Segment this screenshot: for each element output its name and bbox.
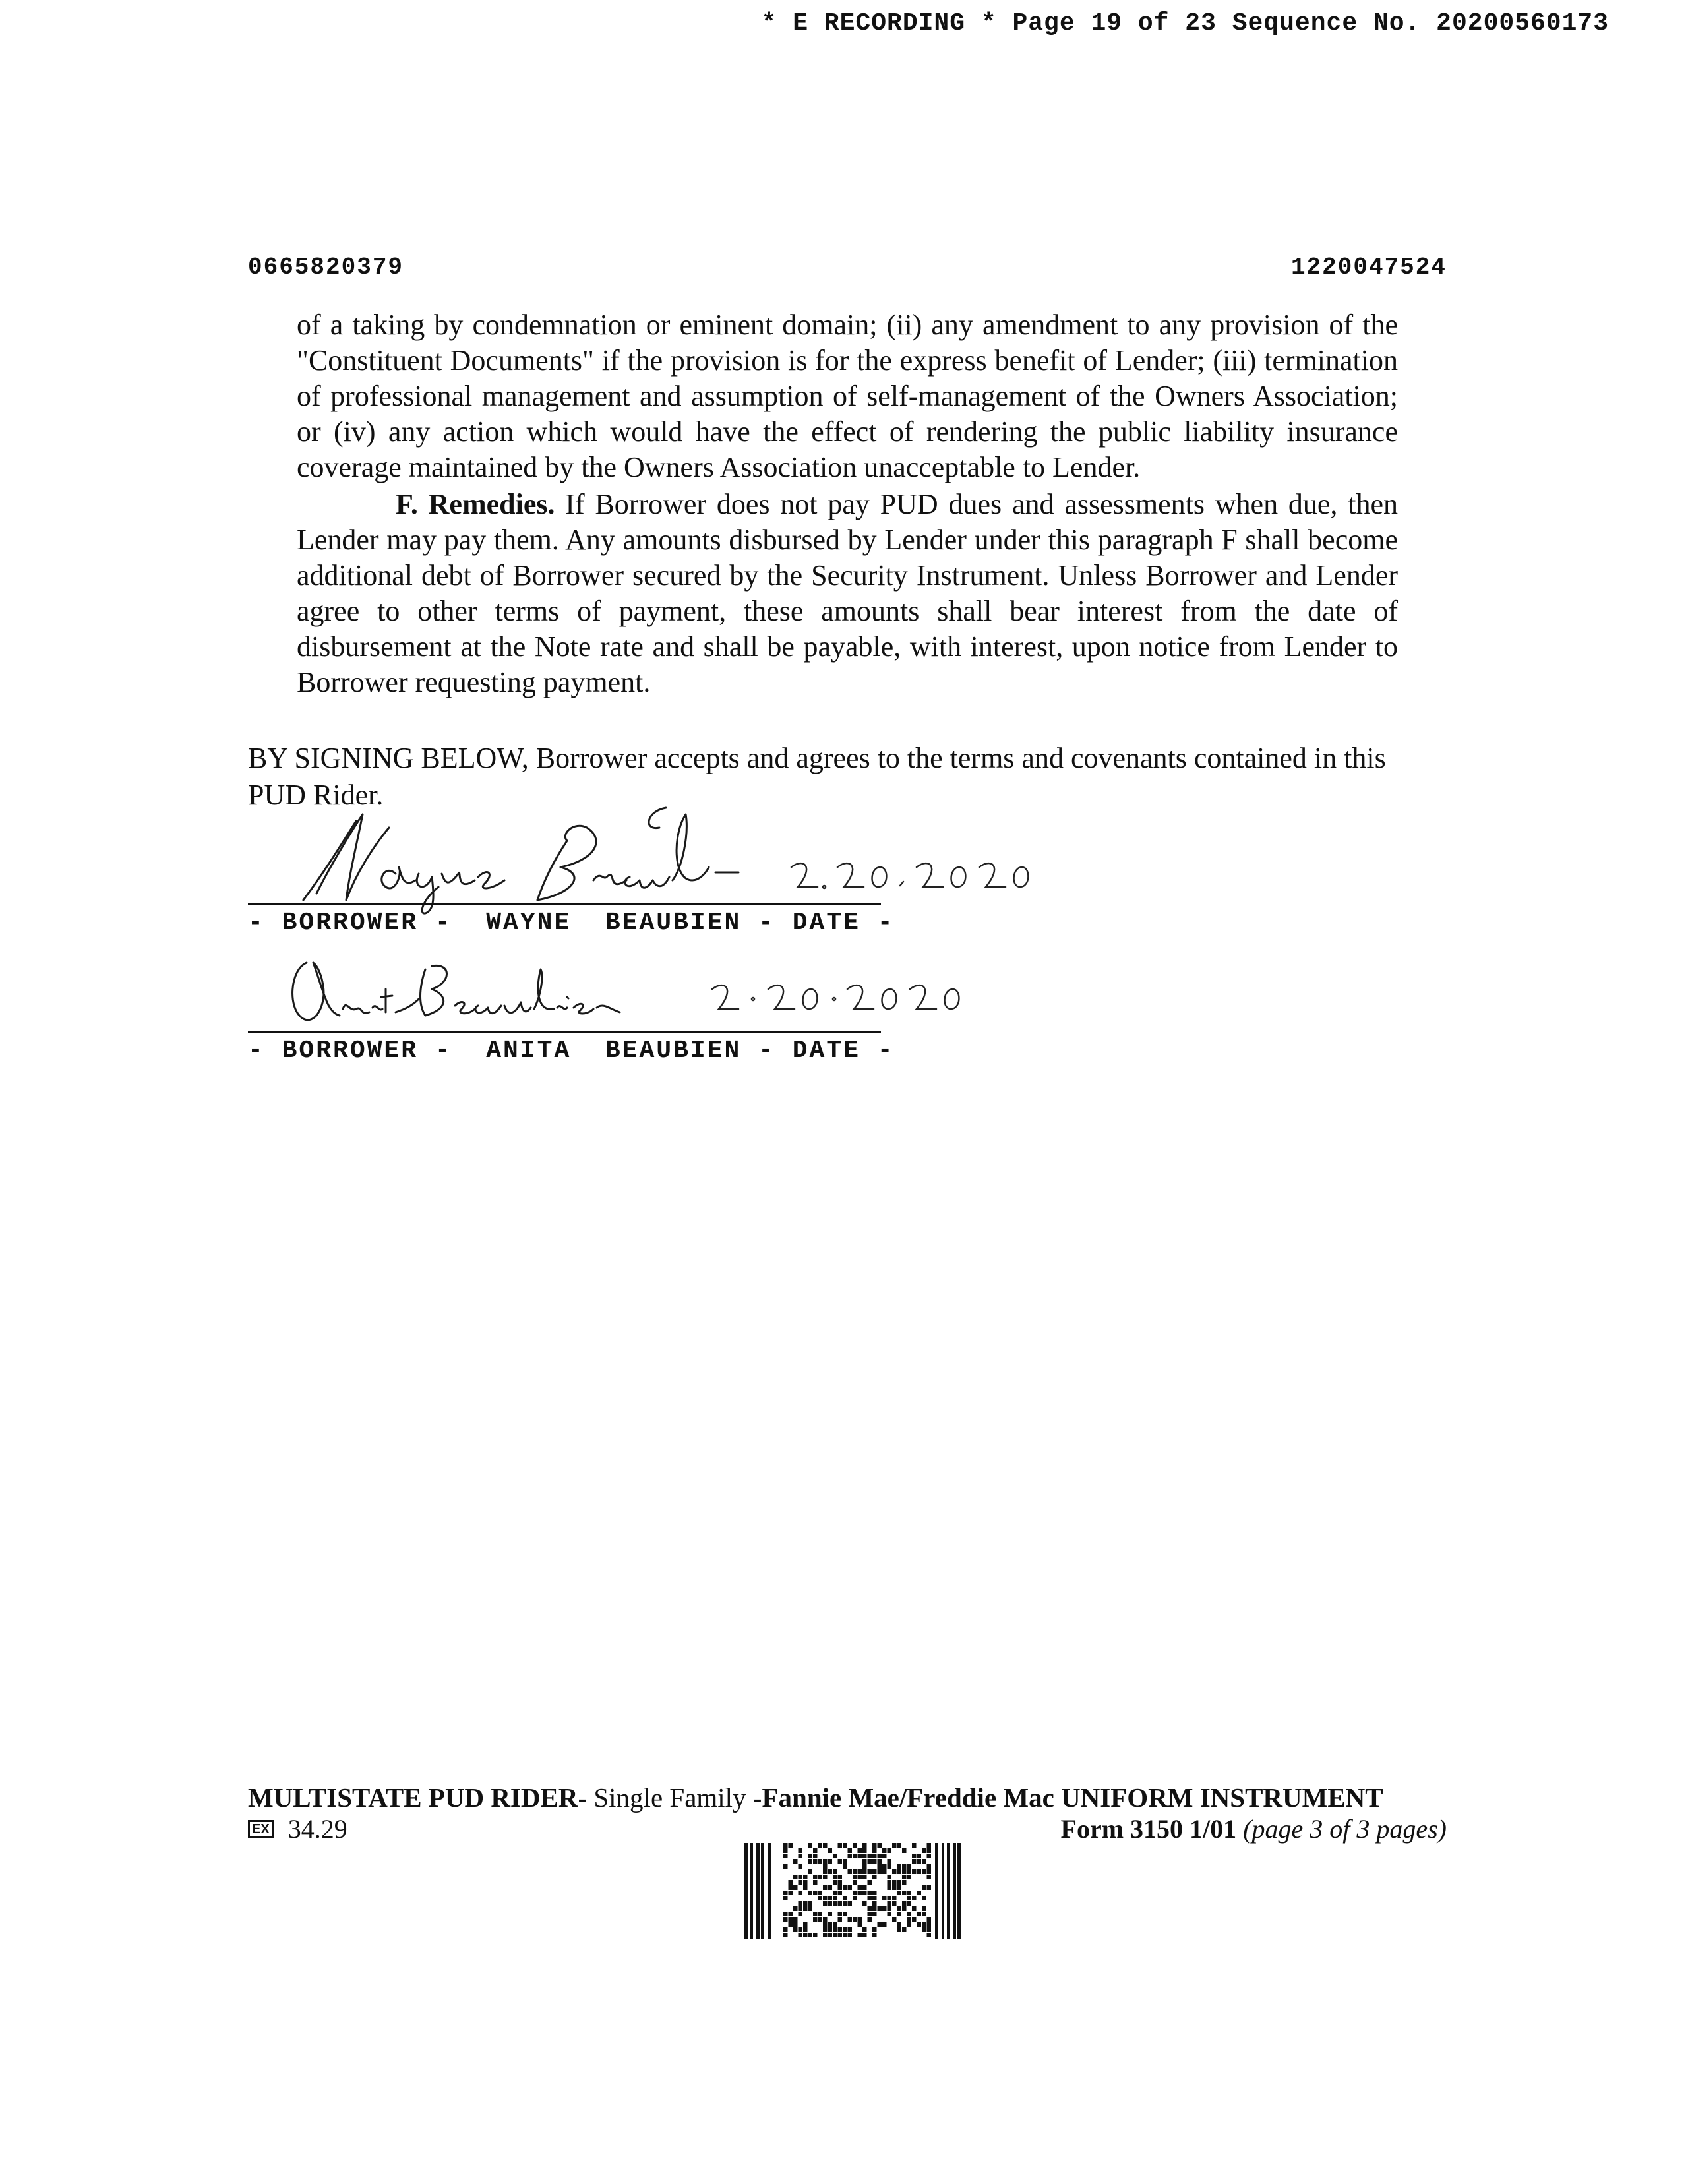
page-info: (page 3 of 3 pages)	[1243, 1814, 1447, 1844]
ex-icon: EX	[248, 1820, 274, 1838]
signature-wayne-beaubien	[277, 795, 1055, 917]
form-title-part-2: - Single Family -	[578, 1782, 762, 1813]
form-version-number: 34.29	[287, 1814, 347, 1844]
signature-label-anita: - BORROWER - ANITA BEAUBIEN - DATE -	[248, 1037, 895, 1065]
signature-label-wayne: - BORROWER - WAYNE BEAUBIEN - DATE -	[248, 909, 895, 937]
loan-number-left: 0665820379	[248, 254, 404, 281]
form-number-label: Form 3150 1/01	[1060, 1814, 1237, 1844]
rider-body	[297, 307, 1398, 700]
loan-number-right: 1220047524	[1290, 254, 1447, 281]
recording-header: * E RECORDING * Page 19 of 23 Sequence No. 20200560173	[761, 9, 1609, 38]
form-title-part-3: Fannie Mae/Freddie Mac UNIFORM INSTRUMENT	[762, 1782, 1383, 1813]
form-number	[1061, 1813, 1447, 1844]
paragraph-f-remedies	[297, 487, 1398, 700]
barcode	[744, 1843, 961, 1939]
paragraph-e-continued: of a taking by condemnation or eminent domain; (ii) any amendment to any provision of the "Constituent Documents" if the provision is for the express benefit of Lender; (iii) termination of professional management and assumption of self-management of the Owners Association; or (iv) any action which would have the effect of rendering the public liability insurance coverage maintained by the Owners Association unacceptable to Lender.	[297, 309, 1398, 483]
signing-agreement: BY SIGNING BELOW, Borrower accepts and agrees to the terms and covenants contained in this PUD Rider.	[248, 742, 1386, 811]
form-version	[248, 1813, 347, 1844]
remedies-text: If Borrower does not pay PUD dues and assessments when due, then Lender may pay them. Any amounts disbursed by Lender under this paragraph F shall become additional debt of Borrower secured by the Security Instrument. Unless Borrower and Lender agree to other terms of payment, these amounts shall bear interest from the date of disbursement at the Note rate and shall be payable, with interest, upon notice from Lender to Borrower requesting payment.	[297, 488, 1398, 698]
signature-line-2	[248, 1031, 881, 1033]
form-title	[248, 1782, 1383, 1813]
remedies-heading: F. Remedies.	[396, 488, 555, 520]
form-title-part-1: MULTISTATE PUD RIDER	[248, 1782, 578, 1813]
signature-anita-beaubien	[277, 950, 989, 1035]
signature-line-1	[248, 903, 881, 905]
